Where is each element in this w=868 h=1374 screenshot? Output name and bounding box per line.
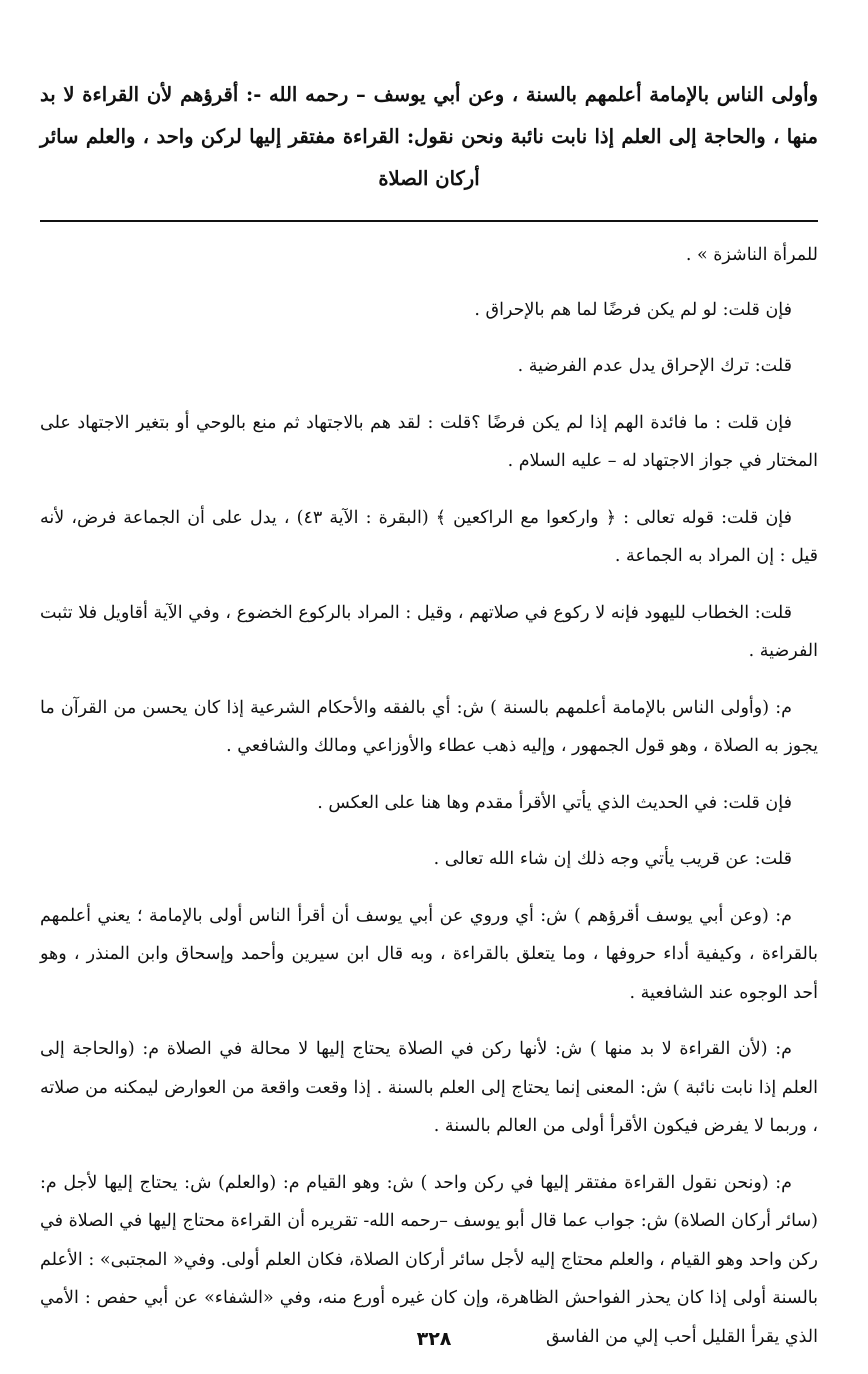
matn-text: وأولى الناس بالإمامة أعلمهم بالسنة ، وعن أبي يوسف – رحمه الله -: أقرؤهم لأن القراءة لا بد منها ، والحاجة إلى العلم إذا نابت نائبة ونحن نقول: القراءة مفتقر إليها لركن واحد ، والعلم سائر أركان الصلاة <box>40 83 818 190</box>
commentary-paragraph: فإن قلت : ما فائدة الهم إذا لم يكن فرضًا ؟قلت : لقد هم بالاجتهاد ثم منع بالوحي أو بتغير الاجتهاد على المختار في جواز الاجتهاد له – عليه السلام . <box>40 412 818 471</box>
commentary-paragraph: م: (ونحن نقول القراءة مفتقر إليها في ركن واحد ) ش: وهو القيام م: (والعلم) ش: يحتاج إليها لأجل م: (سائر أركان الصلاة) ش: جواب عما قال أبو يوسف –رحمه الله- تقريره أن القراءة محتاج إليها في الصلاة في ركن واحد وهو القيام ، والعلم محتاج إليه لأجل سائر أركان الصلاة، فكان العلم أولى. وفي« المجتبى» : الأعلم بالسنة أولى إذا كان يحذر الفواحش الظاهرة، وإن كان غيره أورع منه، وفي «الشفاء» عن أبي حفص : الأمي الذي يقرأ القليل أحب إلي من الفاسق <box>40 1172 818 1347</box>
commentary-paragraph: م: (وأولى الناس بالإمامة أعلمهم بالسنة ) ش: أي بالفقه والأحكام الشرعية إذا كان يحسن من القرآن ما يجوز به الصلاة ، وهو قول الجمهور ، وإليه ذهب عطاء والأوزاعي ومالك والشافعي . <box>40 697 818 756</box>
commentary-body <box>40 236 818 1356</box>
commentary-paragraph: م: (لأن القراءة لا بد منها ) ش: لأنها ركن في الصلاة يحتاج إليها لا محالة في الصلاة م: (والحاجة إلى العلم إذا نابت نائبة ) ش: المعنى إنما يحتاج إلى العلم بالسنة . إذا وقعت واقعة من العوارض ليمكنه من صلاته ، وربما لا يفرض فيكون الأقرأ أولى من العالم بالسنة . <box>40 1039 818 1136</box>
commentary-paragraph: قلت: عن قريب يأتي وجه ذلك إن شاء الله تعالى . <box>433 849 792 869</box>
commentary-paragraph: م: (وعن أبي يوسف أقرؤهم ) ش: أي وروي عن أبي يوسف أن أقرأ الناس أولى بالإمامة ؛ يعني أعلمهم بالقراءة ، وكيفية أداء حروفها ، وما يتعلق بالقراءة ، وبه قال ابن سيرين وأحمد وإسحاق وابن المنذر ، وهو أحد الوجوه عند الشافعية . <box>40 905 818 1003</box>
commentary-paragraph: فإن قلت: في الحديث الذي يأتي الأقرأ مقدم وها هنا على العكس . <box>317 792 792 813</box>
page-number: ٣٢٨ <box>416 1328 452 1350</box>
commentary-paragraph: قلت: ترك الإحراق يدل عدم الفرضية . <box>517 356 792 376</box>
commentary-paragraph: قلت: الخطاب لليهود فإنه لا ركوع في صلاتهم ، وقيل : المراد بالركوع الخضوع ، وفي الآية أقاويل فلا تثبت الفرضية . <box>40 602 818 661</box>
book-page <box>40 74 818 1374</box>
commentary-paragraph: للمرأة الناشزة » . <box>685 245 818 265</box>
commentary-paragraph: فإن قلت: قوله تعالى : ﴿ واركعوا مع الراكعين ﴾ (البقرة : الآية ٤٣) ، يدل على أن الجماعة فرض، لأنه قيل : إن المراد به الجماعة . <box>40 507 818 566</box>
separator-rule <box>40 220 818 222</box>
commentary-paragraph: فإن قلت: لو لم يكن فرضًا لما هم بالإحراق . <box>474 299 792 320</box>
